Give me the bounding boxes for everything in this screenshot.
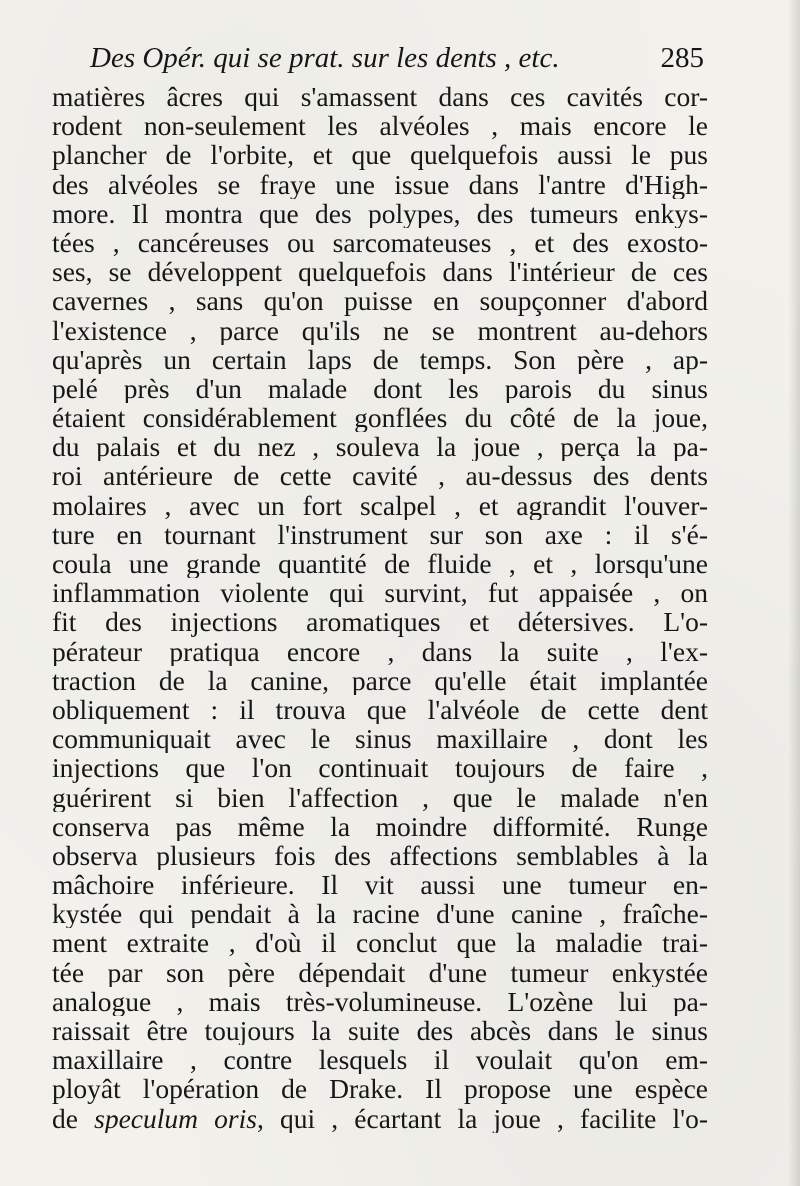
text-line-last xyxy=(52,1104,708,1133)
text-line: conserva pas même la moindre difformité. Runge xyxy=(52,811,708,841)
text-line: du palais et du nez , souleva la joue , perça la pa- xyxy=(52,432,708,462)
text-line: ses, se développent quelquefois dans l'intérieur de ces xyxy=(52,257,708,287)
text-line: qu'après un certain laps de temps. Son père , ap- xyxy=(52,344,708,374)
text-line: tées , cancéreuses ou sarcomateuses , et des exosto- xyxy=(52,227,708,258)
text-line: inflammation violente qui survint, fut appaisée , on xyxy=(52,578,708,608)
last-line-before: de xyxy=(52,1103,95,1133)
text-line: coula une grande quantité de fluide , et , lorsqu'une xyxy=(52,549,708,579)
text-line: plancher de l'orbite, et que quelquefois aussi le pus xyxy=(52,140,708,170)
text-line: pérateur pratiqua encore , dans la suite , l'ex- xyxy=(52,636,708,666)
page-header xyxy=(60,38,710,82)
body-text xyxy=(52,82,708,1133)
text-line: analogue , mais très-volumineuse. L'ozène lui pa- xyxy=(52,986,708,1016)
text-line: kystée qui pendait à la racine d'une canine , fraîche- xyxy=(52,899,708,929)
running-title: Des Opér. qui se prat. sur les dents , etc. xyxy=(90,42,560,74)
text-line: l'existence , parce qu'ils ne se montrent au-dehors xyxy=(52,315,708,345)
text-line: pelé près d'un malade dont les parois du sinus xyxy=(52,373,708,404)
text-line: matières âcres qui s'amassent dans ces cavités cor- xyxy=(52,82,708,112)
page-edge-shadow xyxy=(788,0,800,1186)
last-line-after: , qui , écartant la joue , facilite l'o- xyxy=(256,1103,708,1133)
text-line: observa plusieurs fois des affections semblables à la xyxy=(52,840,708,871)
text-line: guérirent si bien l'affection , que le malade n'en xyxy=(52,782,708,812)
text-line: injections que l'on continuait toujours de faire , xyxy=(52,753,708,783)
text-line: communiquait avec le sinus maxillaire , dont les xyxy=(52,724,708,754)
text-line: fit des injections aromatiques et détersives. L'o- xyxy=(52,607,708,637)
text-line: traction de la canine, parce qu'elle était implantée xyxy=(52,665,708,695)
text-line: cavernes , sans qu'on puisse en soupçonner d'abord xyxy=(52,286,708,316)
text-line: tée par son père dépendait d'une tumeur enkystée xyxy=(52,957,708,987)
text-line: rodent non-seulement les alvéoles , mais encore le xyxy=(52,111,708,141)
page-number: 285 xyxy=(660,42,704,74)
text-line: molaires , avec un fort scalpel , et agrandit l'ouver- xyxy=(52,490,708,520)
text-line: ture en tournant l'instrument sur son axe : il s'é- xyxy=(52,519,708,549)
text-line: ployât l'opération de Drake. Il propose une espèce xyxy=(52,1074,708,1104)
text-line: raissait être toujours la suite des abcès dans le sinus xyxy=(52,1016,708,1046)
italic-phrase: speculum oris xyxy=(94,1103,257,1133)
text-line: étaient considérablement gonflées du côté de la joue, xyxy=(52,403,708,433)
text-line: obliquement : il trouva que l'alvéole de cette dent xyxy=(52,694,708,725)
text-line: ment extraite , d'où il conclut que la maladie trai- xyxy=(52,928,708,958)
text-line: mâchoire inférieure. Il vit aussi une tumeur en- xyxy=(52,870,708,900)
text-line: des alvéoles se fraye une issue dans l'antre d'High- xyxy=(52,169,708,199)
text-line: more. Il montra que des polypes, des tumeurs enkys- xyxy=(52,198,708,228)
text-line: roi antérieure de cette cavité , au-dessus des dents xyxy=(52,461,708,491)
text-line: maxillaire , contre lesquels il voulait qu'on em- xyxy=(52,1045,708,1075)
